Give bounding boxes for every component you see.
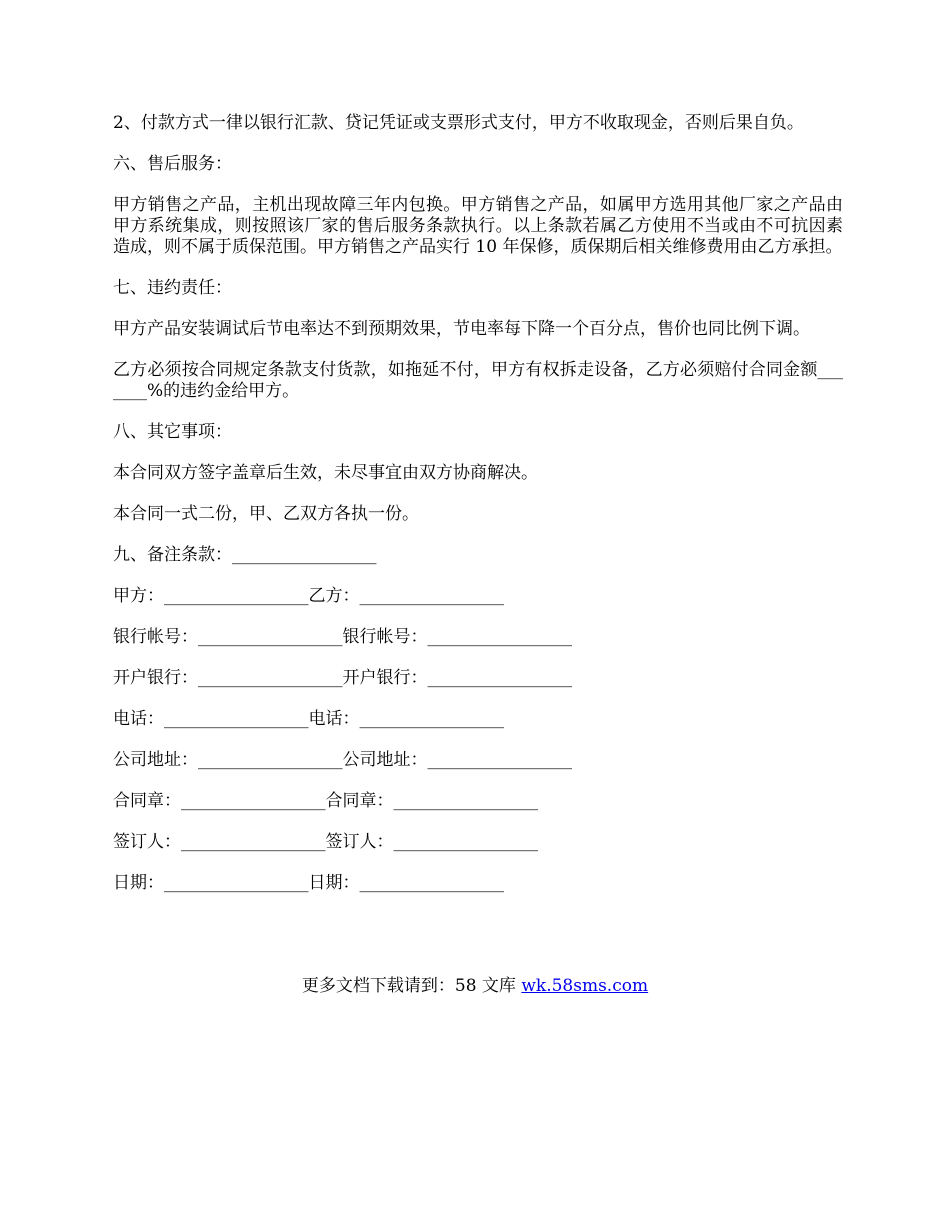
phone-line: 电话：_________________电话：_________________ [113, 709, 504, 729]
signatory-line: 签订人：_________________签订人：_________________ [113, 832, 538, 852]
signature-block [113, 586, 843, 894]
download-footer [0, 976, 950, 997]
opening-bank-line: 开户银行：_________________开户银行：_________________ [113, 668, 572, 688]
other-matters-clause-2: 本合同一式二份，甲、乙双方各执一份。 [113, 504, 419, 524]
footer-website-link[interactable]: wk.58sms.com [521, 976, 649, 996]
other-matters-clause-1: 本合同双方签字盖章后生效，未尽事宜由双方协商解决。 [113, 463, 538, 483]
contract-seal-line: 合同章：_________________合同章：_________________ [113, 791, 538, 811]
after-sales-clause: 甲方销售之产品，主机出现故障三年内包换。甲方销售之产品，如属甲方选用其他厂家之产品由甲方系统集成，则按照该厂家的售后服务条款执行。以上条款若属乙方使用不当或由不可抗因素造成，则不属于质保范围。甲方销售之产品实行 10 年保修，质保期后相关维修费用由乙方承担。 [113, 195, 843, 257]
breach-clause-2: 乙方必须按合同规定条款支付货款，如拖延不付，甲方有权拆走设备，乙方必须赔付合同金额_______%的违约金给甲方。 [113, 360, 843, 401]
date-line: 日期：_________________日期：_________________ [113, 873, 504, 893]
breach-clause-1: 甲方产品安装调试后节电率达不到预期效果，节电率每下降一个百分点，售价也同比例下调。 [113, 319, 810, 339]
footer-prefix-text: 更多文档下载请到：58 文库 [301, 976, 522, 996]
after-sales-heading: 六、售后服务： [113, 154, 232, 174]
bank-account-line: 银行帐号：_________________银行帐号：_________________ [113, 627, 572, 647]
party-names-line: 甲方：_________________乙方：_________________ [113, 586, 504, 606]
document-page [113, 113, 843, 914]
breach-liability-heading: 七、违约责任： [113, 278, 232, 298]
payment-method-clause: 2、付款方式一律以银行汇款、贷记凭证或支票形式支付，甲方不收取现金，否则后果自负。 [113, 113, 804, 133]
other-matters-heading: 八、其它事项： [113, 422, 232, 442]
company-address-line: 公司地址：_________________公司地址：_________________ [113, 750, 572, 770]
remarks-line: 九、备注条款：_________________ [113, 545, 377, 565]
